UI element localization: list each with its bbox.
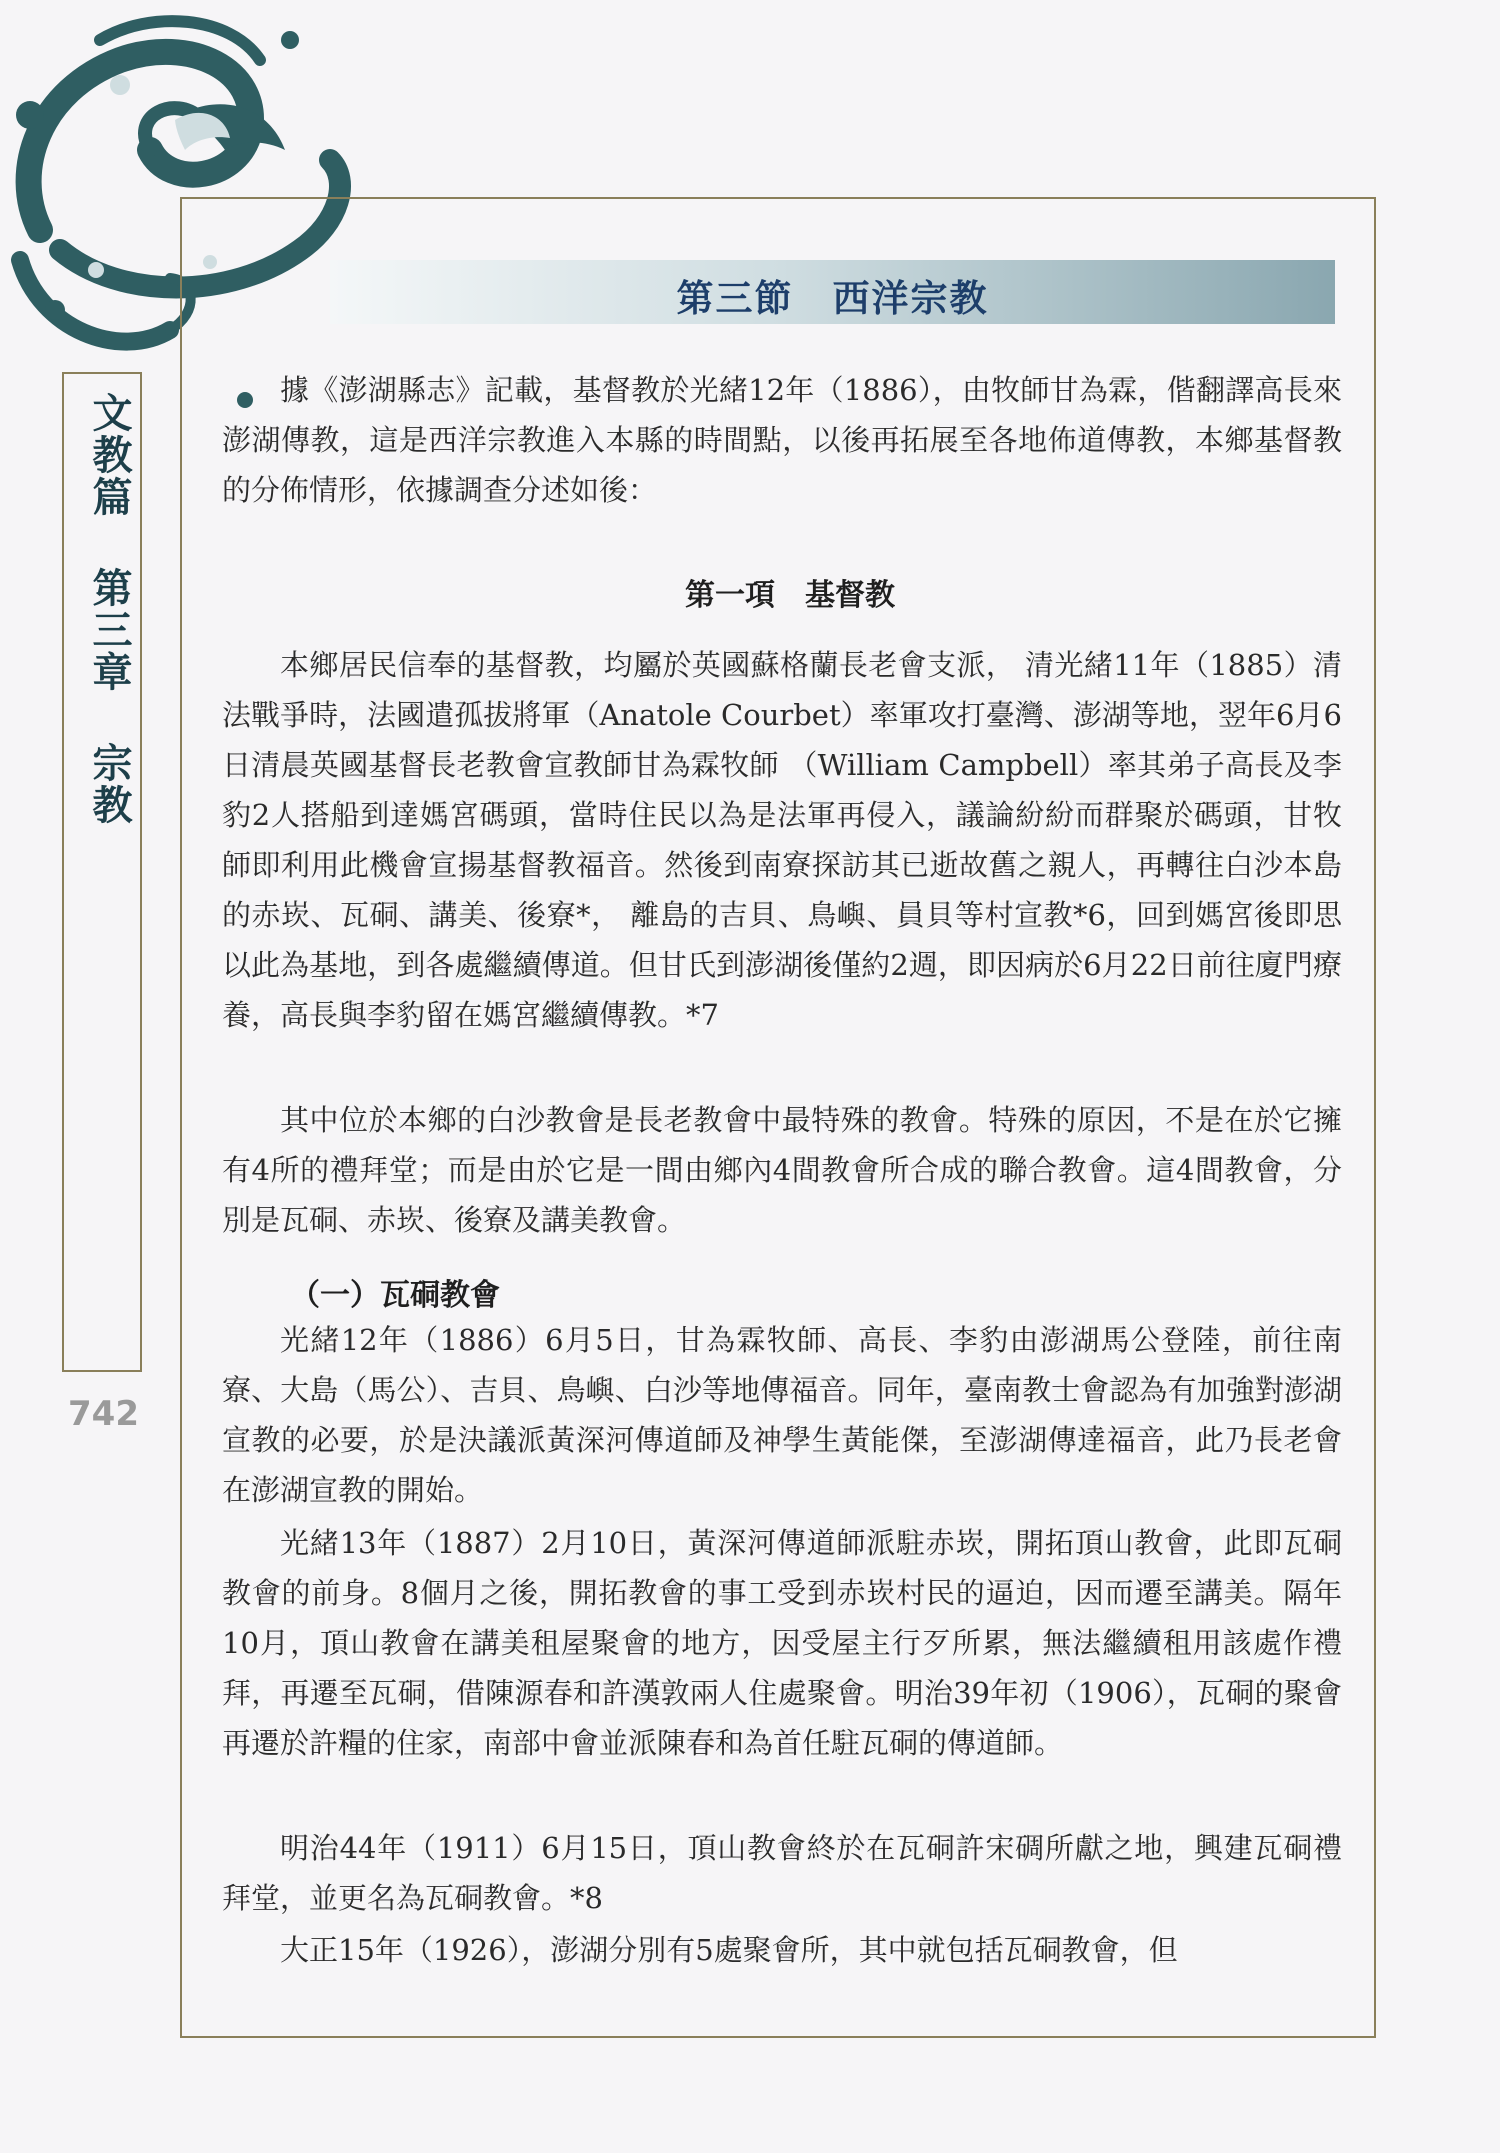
body-paragraph: 大正15年（1926），澎湖分別有5處聚會所，其中就包括瓦硐教會，但 — [280, 1933, 1178, 1967]
chapter-sidebar-label: 文教篇 第三章 宗教 — [86, 392, 133, 826]
body-paragraph: 光緒13年（1887）2月10日，黃深河傳道師派駐赤崁，開拓頂山教會，此即瓦硐教會的前身。8個月之後，開拓教會的事工受到赤崁村民的逼迫，因而遷至講美。隔年10月，頂山教會在講美租屋聚會的地方，因受屋主行歹所累，無法繼續租用該處作禮拜，再遷至瓦硐，借陳源春和許漢敦兩人住處聚會。明治39年初（1906），瓦硐的聚會再遷於許糧的住家，南部中會並派陳春和為首任駐瓦硐的傳道師。 — [222, 1526, 1342, 1760]
body-paragraph: 明治44年（1911）6月15日，頂山教會終於在瓦硐許宋碉所獻之地，興建瓦硐禮拜堂，並更名為瓦硐教會。*8 — [222, 1831, 1342, 1915]
body-paragraph: 其中位於本鄉的白沙教會是長老教會中最特殊的教會。特殊的原因，不是在於它擁有4所的禮拜堂；而是由於它是一間由鄉內4間教會所合成的聯合教會。這4間教會，分別是瓦硐、赤崁、後寮及講美教會。 — [222, 1103, 1342, 1237]
page-number: 742 — [68, 1394, 139, 1434]
body-paragraph: 光緒12年（1886）6月5日，甘為霖牧師、高長、李豹由澎湖馬公登陸，前往南寮、大島（馬公）、吉貝、鳥嶼、白沙等地傳福音。同年，臺南教士會認為有加強對澎湖宣教的必要，於是決議派黃深河傳道師及神學生黃能傑，至澎湖傳達福音，此乃長老會在澎湖宣教的開始。 — [222, 1323, 1342, 1507]
section-title: 第三節 西洋宗教 — [676, 276, 989, 320]
intro-paragraph: 據《澎湖縣志》記載，基督教於光緒12年（1886），由牧師甘為霖，偕翻譯高長來澎湖傳教，這是西洋宗教進入本縣的時間點，以後再拓展至各地佈道傳教，本鄉基督教的分佈情形，依據調查分述如後： — [222, 373, 1342, 507]
body-paragraph: 本鄉居民信奉的基督教，均屬於英國蘇格蘭長老會支派， 清光緒11年（1885）清法戰爭時，法國遣孤拔將軍（Anatole Courbet）率軍攻打臺灣、澎湖等地，翌年6月6日清晨英國基督長老教會宣教師甘為霖牧師 （William Campbell）率其弟子高長及李豹2人搭船到達媽宮碼頭，當時住民以為是法軍再侵入，議論紛紛而群聚於碼頭，甘牧師即利用此機會宣揚基督教福音。然後到南寮探訪其已逝故舊之親人，再轉往白沙本島的赤崁、瓦硐、講美、後寮*， 離島的吉貝、鳥嶼、員貝等村宣教*6，回到媽宮後即思以此為基地，到各處繼續傳道。但甘氏到澎湖後僅約2週，即因病於6月22日前往廈門療養，高長與李豹留在媽宮繼續傳教。*7 — [222, 648, 1342, 1032]
item-heading: 第一項 基督教 — [685, 578, 895, 613]
subsection-heading: （一）瓦硐教會 — [290, 1278, 500, 1313]
